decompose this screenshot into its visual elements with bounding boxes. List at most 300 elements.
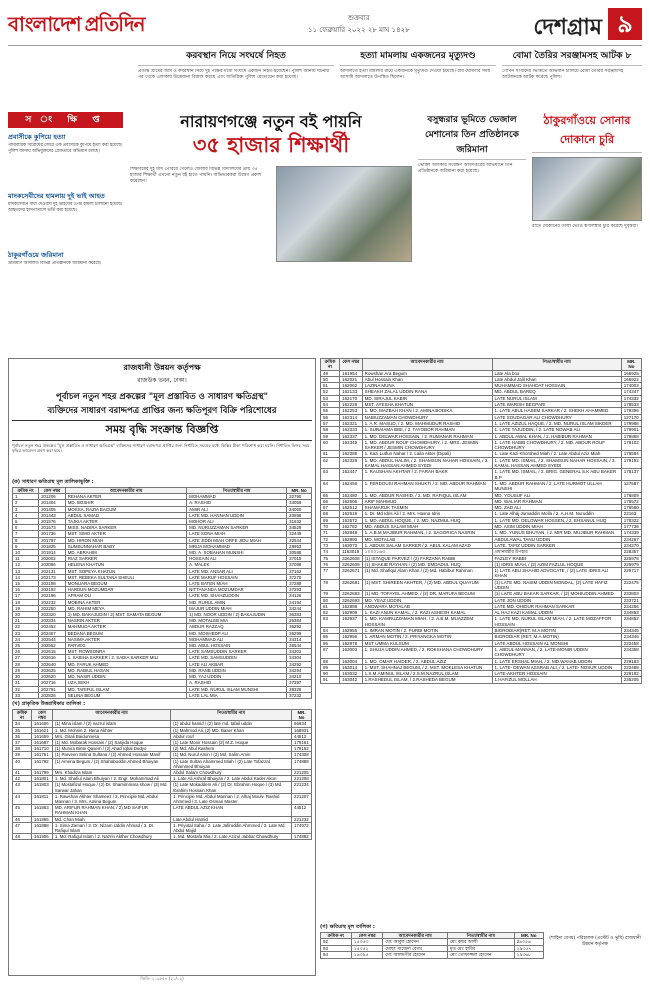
table-cell: MD. RAHIM MEYA	[65, 605, 186, 611]
table-cell: 1. Sima Zaman / 2. Dr. Nizam Uddin Ahmad / 3. Dr. Rafiqul Islam	[52, 822, 170, 833]
table-cell: MD. NASIR UDDIN	[65, 674, 186, 680]
table-cell: 161863	[32, 805, 53, 816]
top-stories-row	[8, 48, 642, 106]
table-cell: Late Abdul Hamid	[171, 816, 292, 822]
table-cell: 202640	[39, 661, 66, 667]
table-cell: 234346	[621, 634, 641, 640]
table-row	[13, 834, 312, 840]
table-cell: LATE ABDUL HOSSAIN AL MONSHI	[492, 640, 621, 646]
table-cell: 179192	[621, 457, 641, 469]
table-cell: 73	[321, 542, 340, 548]
table-cell: MD. ABDUS SALAM MIAH	[362, 524, 492, 530]
table-cell: 1. MD. ABDUR RASHID, / 2. MD. RAFIQUL ISLAM	[362, 492, 492, 498]
table-cell: 202232	[39, 599, 66, 605]
table-cell: 21	[13, 618, 39, 624]
table-cell: 1. Rawshan Akhter Shameez / 2. Principle Md. Abdul Mannan / 3. Mrs. Amina Begum	[52, 793, 170, 804]
table-row	[321, 616, 642, 628]
table-cell: MD. FARUK AHMED	[65, 661, 186, 667]
table-cell: 222458	[621, 640, 641, 646]
table-cell: 201573	[39, 525, 66, 531]
table-cell: 65	[321, 492, 340, 498]
table-cell: 1. FERDOUSI RAHMAN SHUKTI / 2. MD. ABDUR RAHMAN	[362, 480, 492, 492]
table-cell: 87	[321, 646, 340, 658]
table-cell: 229183	[621, 658, 641, 664]
table-cell: MST. SIMO AKTER	[65, 531, 186, 537]
table-cell: 50	[321, 376, 340, 382]
table-cell: 89	[321, 664, 340, 670]
table-row	[321, 677, 642, 683]
table-cell: MRIJA MOHAMMAD	[187, 543, 287, 549]
notice-intro: পূর্বাচল নতুন শহর প্রকল্পের "মূল প্রস্তাবিত ও সাধারণ ক্ষতিগ্রস্থ" ব্যক্তিদের সাধারণ বরাদ্দপত্র প্রাপ্তির জন্য নির্ধারিত সময়ের মধ্যে কিস্তির টাকা পরিশোধ করা হয়নি। নির্ধারিত ফিসহ সময় বৃদ্ধির আবেদন গ্রহণ করা হবে।	[12, 443, 310, 454]
table-cell: MD. WALIAR RAHMAN	[492, 498, 621, 504]
table-cell: 177736	[621, 524, 641, 530]
table-cell: 162447	[340, 469, 363, 481]
table-cell: 1. A.R. MASUD, / 2. MD. MAHMUDUR RASHID	[362, 420, 492, 426]
table-cell: 174339	[621, 530, 641, 536]
lead-photo	[276, 166, 412, 262]
table-cell: MD. RABIUL HASAN	[65, 667, 186, 673]
table-cell: 161782	[32, 758, 53, 769]
table-cell: 3262683	[340, 591, 363, 597]
table-cell: 30	[13, 674, 39, 680]
table-cell: 28	[13, 661, 39, 667]
column-header: কেস নম্বর	[340, 359, 363, 371]
table-cell: MD. YAJ UDDIN	[187, 674, 287, 680]
table-cell: 1. LATE MD. DELOWAR HOSSEN, / 2. EHSANUL HUQ	[492, 517, 621, 523]
table-cell: 41	[13, 769, 32, 775]
table-cell: 83	[321, 616, 340, 628]
column-header: কেস নম্বর	[39, 488, 66, 494]
table-cell: 161865	[32, 816, 53, 822]
table-cell: 162505	[340, 498, 363, 504]
table-cell: (1) MD. TOFAYEL AHMED, / (2) DR. MARUFA BEGUM	[362, 591, 492, 597]
table-cell: 225979	[621, 561, 641, 567]
table-cell: 1. Principle Md. Abdul Mannan / 2. Alhaj Moulv. Rashid Ahmmed / 3. Late Osman Master	[171, 793, 292, 804]
table-cell: 179161	[292, 739, 312, 745]
table-cell: 64	[321, 480, 340, 492]
table-cell: মো: আবুল হোসেন	[383, 939, 448, 945]
brief-title: মাদকসেবীদের হামলায় দুই ভাই আহত	[8, 192, 105, 200]
table-cell: 162386	[340, 451, 363, 457]
table-cell: 162519	[340, 511, 363, 517]
table-cell: MD. A. SOBAHAN MUNSHI	[187, 550, 287, 556]
table-cell: 36384	[287, 618, 312, 624]
table-cell: LATE-AKHTER HOSSAIN	[492, 671, 621, 677]
table-cell: LAZINA MUNA	[362, 383, 492, 389]
table-cell: MD. NURUZZAMAN SARKER	[187, 525, 287, 531]
table-cell: UZA SEKH	[65, 680, 186, 686]
table-cell: 202620	[39, 674, 66, 680]
table-cell: 78	[321, 579, 340, 591]
table-d	[320, 932, 544, 959]
table-cell: 162253	[340, 408, 363, 414]
table-cell: 38328	[287, 686, 312, 692]
table-cell: 1. LATE MD. ISMAIL, / 2. SHAMSUN NAHAR HOSSAIN, / 3. KAMAL HASSAN AHMED SYEDI	[492, 457, 621, 469]
table-cell: মো: আলমগীর হোসেন	[383, 952, 448, 958]
table-cell: 161659	[32, 733, 53, 739]
table-row	[321, 664, 642, 670]
table-cell: 202544	[39, 636, 66, 642]
right-stories	[418, 112, 642, 354]
table-cell: 1. LATE ABUL HASEM SARKAR / 2. SHEKH AHAMMED	[492, 408, 621, 414]
table-cell: 34244	[287, 605, 312, 611]
table-cell: 1. Late Alhaj Jumaddin Molla / 2. A.H.M. Nuruddin	[492, 511, 621, 517]
table-cell: 222475	[621, 579, 641, 591]
table-cell: 52	[321, 389, 340, 395]
table-cell: 53	[321, 395, 340, 401]
table-cell: 39	[13, 752, 32, 758]
table-cell: 5	[13, 519, 39, 525]
table-cell: 161888	[32, 822, 53, 833]
table-cell: 67	[321, 505, 340, 511]
table-a	[12, 487, 312, 699]
table-cell: MD. ZAD ALI	[492, 505, 621, 511]
table-cell: 16	[13, 587, 39, 593]
table-cell: 166925	[621, 370, 641, 376]
table-cell: 201825	[39, 543, 66, 549]
table-cell: 161710	[32, 746, 53, 752]
table-cell: NABIUZZAMAN CHOWDHURY	[362, 414, 492, 420]
table-cell: A. RASHID	[187, 500, 287, 506]
table-cell: 174332	[621, 395, 641, 401]
table-cell: 174003	[621, 383, 641, 389]
brief-text: মাদকসেবনে বাধা দেওয়ায় দুই ভাইয়ের ওপর হামলা চালানো হয়েছে। আহতদের হাসপাতালে ভর্তি করা হয়েছে।	[8, 202, 123, 213]
table-cell: 221205	[292, 769, 312, 775]
table-cell: TAJKIA AKTER	[65, 519, 186, 525]
table-cell: LATE BATEN MIAH	[187, 581, 287, 587]
table-cell: 161687	[32, 739, 53, 745]
table-cell: SELINA BEGUM	[65, 692, 186, 698]
table-cell: 29	[13, 667, 39, 673]
dateline	[308, 12, 410, 36]
table-cell: BIGRODIAR (RET. M.A.MOTIN)	[492, 634, 621, 640]
table-cell: ARIF MAHMUD	[362, 498, 492, 504]
table-cell: 202615	[39, 649, 66, 655]
table-cell: 20	[13, 612, 39, 618]
table-cell: MD. RANB UDDIN	[187, 667, 287, 673]
table-cell: 162978	[340, 640, 363, 646]
table-cell: 51	[321, 383, 340, 389]
table-cell: 69	[321, 517, 340, 523]
right-story-1	[418, 112, 526, 333]
table-cell: 1. ABDUL AWAL KHAN, / 2. HABIBUR RAHMAN	[492, 433, 621, 439]
table-cell: 201443	[39, 512, 66, 518]
table-cell: 1. LATE ERSHAL MIAH, / 2. MD.WAHAB UDDIN	[492, 658, 621, 664]
table-cell: 178102	[621, 439, 641, 451]
table-cell: 1. KAZI ANUN KAMAL, / 2. KAZI ASHESH KAMAL	[362, 610, 492, 616]
table-cell: 86	[321, 640, 340, 646]
table-b	[12, 709, 312, 840]
table-cell: 31632	[287, 519, 312, 525]
table-cell: Rowshan Ara Begum	[362, 370, 492, 376]
table-cell: 1. IMRAN MOTIN / 2. PURBI MOTIN	[362, 628, 492, 634]
table-cell: LATE NURUL ISLAM	[492, 395, 621, 401]
table-cell: 202716	[39, 680, 66, 686]
column-header: ক্রমিক নং	[321, 933, 352, 939]
table-cell: MOHAMMAD ALI	[187, 636, 287, 642]
table-cell: 176809	[621, 492, 641, 498]
table-cell: 202198	[39, 581, 66, 587]
notice-signature: (শাহিদা বেগম) পরিচালক (এস্টেট ও ভূমি) রাজধানী উন্নয়ন কর্তৃপক্ষ	[549, 936, 641, 947]
table-d-container	[320, 922, 544, 959]
table-cell: 1.S.M.AMINUL ISLAM / 2.S.M.NAZRUL ISLAM	[362, 671, 492, 677]
table-cell: 233721	[621, 597, 641, 603]
column-header: আবেদনকারীর নাম	[383, 933, 448, 939]
table-cell: মোছা: মাজেদা বেগম	[383, 945, 448, 951]
table-cell: LATE JON UDDIN	[492, 597, 621, 603]
table-cell: LATE MD. ANSAR ALI	[187, 568, 287, 574]
table-cell: 2৯৩৫৬	[514, 939, 543, 945]
table-cell: 163014	[340, 664, 363, 670]
table-cell: 25	[13, 643, 39, 649]
table-cell: 1) LATE ABU SHAHID ADVOCATE, / (2) LATE IDRIS ALI KHAN	[492, 568, 621, 580]
table-row	[13, 782, 312, 793]
table-cell: 221234	[292, 782, 312, 793]
table-cell: 1. ARMAN MOTIN / 2. PRIYANGKA MOTIN	[362, 634, 492, 640]
table-cell: Abdul Salam Chowdhury	[171, 769, 292, 775]
table-cell: 221208	[292, 776, 312, 782]
table-cell: 179988	[621, 420, 641, 426]
table-cell: 63	[321, 469, 340, 481]
column-header: ক্রমিক নং	[321, 359, 340, 371]
table-cell: ২৯৩৫৭	[514, 945, 543, 951]
brief-title: ঠাকুরগাঁওয়ে জরিমানা	[8, 251, 64, 259]
table-cell: 1. ABDUL MANNAN, / 2. LATE-MONIR UDDIN CHOWDHURY	[492, 646, 621, 658]
column-header: পিতা/স্বামীর নাম	[171, 709, 292, 720]
table-cell: 3	[13, 506, 39, 512]
table-cell: 234345	[621, 628, 641, 634]
table-cell: 202791	[39, 686, 66, 692]
table-cell: LATE ABDUL AZIZ KHAN	[171, 805, 292, 816]
table-cell: MAHMUDA AKTER	[65, 624, 186, 630]
table-cell: 36292	[287, 624, 312, 630]
table-cell: 74	[321, 549, 340, 555]
table-cell: 1. MD. KAMRUZZAMAN MIAH, / 2. A.B.M. MUAZZEM HOSSAIN	[362, 616, 492, 628]
table-cell: MD. ABDUL BAREQ	[492, 389, 621, 395]
table-row	[13, 793, 312, 804]
table-cell: 38	[13, 746, 32, 752]
table-cell: 179868	[621, 433, 641, 439]
table-cell: 174882	[292, 834, 312, 840]
table-cell: 201797	[39, 537, 66, 543]
table-cell: 234266	[621, 603, 641, 609]
table-cell: 202552	[39, 643, 66, 649]
table-cell: 32790	[287, 494, 312, 500]
table-cell: 35	[13, 727, 32, 733]
table-cell: LATE MD. HANNAN UDDIN	[187, 512, 287, 518]
table-cell: 202096	[39, 562, 66, 568]
table-cell: 1. MD. DELWAR HOSSAIN, / 2. RUMANAR RAHMAN	[362, 433, 492, 439]
table-cell: BEDANA BEGUM	[65, 630, 186, 636]
table-cell: 1	[13, 494, 39, 500]
table-cell: 44513	[292, 733, 312, 739]
table-cell: 228357	[621, 549, 641, 555]
table-cell: PARVEG	[65, 643, 186, 649]
table-cell: 202173	[39, 574, 66, 580]
table-cell: MOHOR ALI	[187, 519, 287, 525]
table-row	[13, 758, 312, 769]
table-cell: HARDUN MOZUMDAR	[65, 587, 186, 593]
table-cell: LATE MD. NURUL ISLAM MUNSHI	[187, 686, 287, 692]
table-cell: 71	[321, 530, 340, 536]
table-cell: 162170	[340, 395, 363, 401]
top-story-3-text: গোপন সংবাদের ভিত্তিতে অভিযান চালিয়ে বোমা তৈরির সরঞ্জামসহ আটজনকে আটক করেছে পুলিশ।	[502, 69, 624, 80]
table-c-container	[320, 358, 642, 918]
table-cell: MUHAMMAD SHAHDAT HOSSAIN	[492, 383, 621, 389]
top-story-1-headline: করবস্থান নিয়ে সংঘর্ষে নিহত	[138, 48, 334, 66]
table-cell: FAZLEY RABBI	[492, 555, 621, 561]
column-header: কেস নম্বর	[351, 933, 383, 939]
table-cell: MD. HIRON MIAH	[65, 537, 186, 543]
brief-item	[8, 191, 123, 246]
table-cell: Abul Hossain Khan	[362, 376, 492, 382]
top-story-2-text: আদালতে হত্যা মামলার রায়ে একজনকে মৃত্যুদণ্ড দেওয়া হয়েছে। রায় ঘোষণার সময় আসামি আদালতে উপস্থিত ছিলেন।	[340, 69, 491, 80]
table-cell: 8	[13, 537, 39, 543]
table-cell: 1. LATE AZIZUL HAQUE, / 2. MD. NURUL ISLAM SIKDER	[492, 420, 621, 426]
table-cell: 61	[321, 451, 340, 457]
table-cell: 70	[321, 524, 340, 530]
table-cell: 174347	[621, 389, 641, 395]
table-cell: 34126	[287, 593, 312, 599]
table-cell: 42	[13, 776, 32, 782]
table-cell: 179901	[621, 427, 641, 433]
table-cell: 55	[321, 408, 340, 414]
table-cell: 162937	[340, 616, 363, 628]
top-story-2-headline: হত্যা মামলায় একজনের মৃত্যুদণ্ড	[340, 48, 496, 66]
table-cell: 32449	[287, 531, 312, 537]
table-cell: 37162	[287, 568, 312, 574]
table-cell: 202616	[39, 655, 66, 661]
table-cell: MST. REBEKA SULTANA SHEULI	[65, 574, 186, 580]
table-cell: NASRIN AKTER	[65, 618, 186, 624]
table-cell: (1) Late Sultan Ahammed Miah / (2) Late Tofazzal Ahammed Bhuiyan	[171, 758, 292, 769]
table-cell: 66634	[292, 721, 312, 727]
table-cell: 34302	[287, 649, 312, 655]
top-story-3	[502, 48, 642, 113]
table-cell: SUMSUNNAHAR BABY	[65, 543, 186, 549]
table-cell: 234270	[621, 542, 641, 548]
table-cell: 234358	[621, 646, 641, 658]
table-cell: 163003	[340, 646, 363, 658]
table-cell: 58	[321, 427, 340, 433]
table-cell: 24	[13, 636, 39, 642]
table-cell: 1163019	[340, 549, 363, 555]
table-cell: 179396	[621, 408, 641, 414]
table-cell: MD. RUHUL AMIN	[187, 599, 287, 605]
table-cell: A. RASHID	[187, 680, 287, 686]
table-cell: 161799	[32, 769, 53, 775]
table-cell: MD. BOSHIR	[65, 500, 186, 506]
notice-authority: রাজধানী উন্নয়ন কর্তৃপক্ষ	[123, 363, 201, 372]
table-cell: 36544	[287, 643, 312, 649]
right-story-2-headline: ঠাকুরগাঁওয়ে সোনার দোকানে চুরি	[532, 112, 642, 153]
table-cell: 72	[321, 536, 340, 542]
table-cell: (1) MST. SHIREEN AKHTER, / (2) MD. ABDUL QUAYUM	[362, 579, 492, 591]
right-story-2-text: রাতে দোকানের তালা ভেঙে স্বর্ণালঙ্কার চুরি করেছে দুর্বৃত্তরা।	[532, 224, 639, 229]
table-cell: 20898	[287, 512, 312, 518]
table-cell: LATE SOUDAGAR ALI CHOWDHURY	[492, 414, 621, 420]
table-cell: 84	[321, 628, 340, 634]
table-cell: 127170	[621, 414, 641, 420]
column-header: পিতা/স্বামীর নাম	[187, 488, 287, 494]
table-cell: 1) MD. NOOR UDDIN / 2) BAKAJUDIN	[187, 612, 287, 618]
table-cell: (1) IDRIS MIAH, / (2) AZIM FAZLUL HOQUE	[492, 561, 621, 567]
table-cell: 37232	[287, 692, 312, 698]
table-cell: MD. MOTALAB	[362, 536, 492, 542]
table-cell: 13	[13, 568, 39, 574]
table-row	[13, 822, 312, 833]
table-cell: MST. SOPEYA KHATUN	[65, 568, 186, 574]
table-cell: 1. MD. ABDUL HOQUE, / 2. MD. NAZMUL HUQ	[362, 517, 492, 523]
table-cell: 179162	[292, 746, 312, 752]
table-cell: LATE LAL MIA	[187, 692, 287, 698]
table-cell: 162021	[340, 376, 363, 382]
table-cell: MD. SIRAJUL KABIR	[362, 395, 492, 401]
table-cell: 233803	[621, 591, 641, 597]
table-cell: (1) Parveen Selina Sultana / (2) Ahmed Hossain Manif	[52, 752, 170, 758]
table-cell: 201404	[39, 500, 66, 506]
table-cell: 46	[13, 816, 32, 822]
table-cell: 161954	[340, 370, 363, 376]
table-c	[320, 358, 642, 684]
table-cell: 229182	[621, 671, 641, 677]
table-cell: 34059	[287, 500, 312, 506]
table-cell: 6	[13, 525, 39, 531]
table-cell: 88	[321, 658, 340, 664]
notice-footer-code: জিডি- ২০৯৮৫৪ (২১/০২)	[140, 976, 184, 981]
table-cell: Abdur rouf	[171, 733, 292, 739]
table-cell: 127587	[621, 480, 641, 492]
table-cell: 77	[321, 568, 340, 580]
table-cell: 162512	[340, 505, 363, 511]
table-cell: 162480	[340, 492, 363, 498]
table-cell: NITTANANDA MOZUMDAR	[187, 587, 287, 593]
table-cell: 40	[13, 758, 32, 769]
table-cell: 37293	[287, 587, 312, 593]
table-cell: 36383	[287, 612, 312, 618]
table-cell: 162572	[340, 517, 363, 523]
table-cell: 1. MD. ABDUL HALIM, / 2. SHAMSUN NAHAR HOSSAIN, / 3. KAMAL HASSAN AHMED SYEDI	[362, 457, 492, 469]
table-cell: MD. MOSHEDP ALI	[187, 630, 287, 636]
column-header: MR. No	[292, 709, 312, 720]
table-cell: 162321	[340, 420, 363, 426]
table-cell: 1. A.B.M MAJIBUR RAHMAN, / 2. SAGORICA NASRIN	[362, 530, 492, 536]
table-cell: 162228	[340, 402, 363, 408]
table-cell: 60	[321, 439, 340, 451]
table-cell: LATE JIDDI MIAH ORFE JIDU MIAH	[187, 537, 287, 543]
table-cell: NASIMA AKTER	[65, 636, 186, 642]
table-cell: 90	[321, 671, 340, 677]
table-cell: 162133	[340, 389, 363, 395]
table-cell: ABDULAWAL TANU UDDIN	[492, 536, 621, 542]
table-cell: 1. MD. MAZBAH KHAN / 2. AMINA BODIKA	[362, 408, 492, 414]
brief-text: পারিবারিক বিরোধের জেরে এক প্রবাসীকে কুপিয়ে হত্যা করা হয়েছে। পুলিশ জানায় অভিযুক্তদের গ্রেফতারে অভিযান চলছে।	[8, 143, 123, 154]
table-cell: 10	[13, 550, 39, 556]
table-cell: 4	[13, 512, 39, 518]
table-cell: (1) Md. Nurul Amin / (2) Md. Salim Amin	[171, 752, 292, 758]
table-cell: 79	[321, 591, 340, 597]
table-cell: 30588	[287, 550, 312, 556]
table-cell: 235205	[621, 677, 641, 683]
table-cell: 37397	[287, 680, 312, 686]
table-cell: MST UMMA KULSUM	[362, 640, 492, 646]
table-cell: 3262608	[340, 555, 363, 561]
table-cell: 162909	[340, 610, 363, 616]
day-label: শুক্রবার	[348, 14, 370, 22]
top-story-3-headline: বোমা তৈরির সরঞ্জামসহ আটক ৮	[502, 48, 642, 66]
table-cell: 32	[13, 686, 39, 692]
table-cell: 34292	[287, 661, 312, 667]
